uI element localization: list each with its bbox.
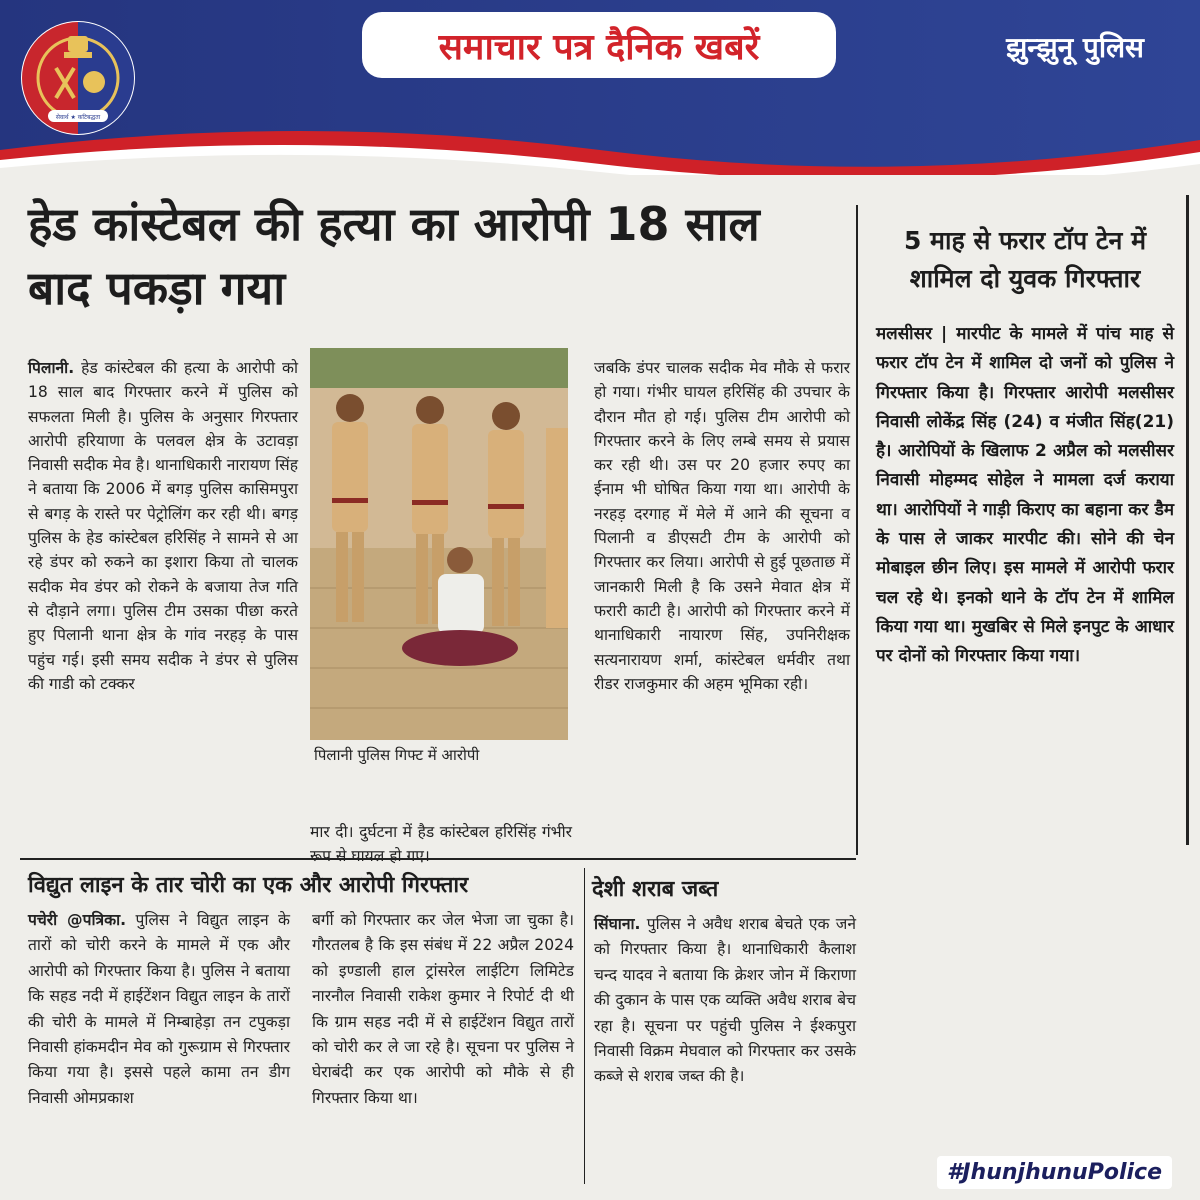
main-col1-text: हेड कांस्टेबल की हत्या के आरोपी को 18 साल बाद गिरफ्तार करने में पुलिस को सफलता मिली है। पुलिस के अनुसार गिरफ्तार आरोपी हरियाणा के पलवल क्षेत्र के उटावड़ा निवासी सदीक मेव है। थानाधिकारी नारायण सिंह ने बताया कि 2006 में बगड़ पुलिस कासिमपुरा से बगड़ के रास्ते पर पेट्रोलिंग कर रही थी। बगड़ पुलिस के हेड कांस्टेबल हरिसिंह ने सामने से आ रहे डंपर को रुकने का इशारा किया तो चालक सदीक मेव डंपर को रोकने के बजाया तेज गति से दौड़ाने लगा। पुलिस टीम उसका पीछा करते हुए पिलानी थाना क्षेत्र के गांव नरहड़ के पास पहुंच गई। इसी समय सदीक ने डंपर से पुलिस की गाडी को टक्कर <box>28 359 299 693</box>
liquor-dateline: सिंघाना. <box>594 915 641 933</box>
side-body-text: मारपीट के मामले में पांच माह से फरार टॉप टेन में शामिल दो जनों को पुलिस ने गिरफ्तार किया है। गिरफ्तार आरोपी मलसीसर निवासी लोकेंद्र सिंह (24) व मंजीत सिंह(21) है। आरोपियों के खिलाफ 2 अप्रैल को मलसीसर निवासी मोहम्मद सोहेल ने मामला दर्ज कराया था। आरोपियों ने गाड़ी किराए का बहाना कर डैम के पास ले जाकर मारपीट की। सोने की चेन मोबाइल छीन लिए। इस मामले में आरोपी फरार चल रहे थे। इनको थाने के टॉप टेन में शामिल किया गया था। मुखबिर से मिले इनपुट के आधार पर दोनों को गिरफ्तार किया गया। <box>876 324 1174 667</box>
side-headline: 5 माह से फरार टॉप टेन में शामिल दो युवक गिरफ्तार <box>903 226 1147 293</box>
column-divider <box>856 205 858 855</box>
news-photo <box>310 348 568 740</box>
liquor-story-body <box>594 912 856 1090</box>
wire-headline: विद्युत लाइन के तार चोरी का एक और आरोपी गिरफ्तार <box>28 873 469 898</box>
title-pill <box>362 12 836 78</box>
wire-story-col1 <box>28 908 290 1111</box>
logo-motto: सेवार्थ ★ कटिबद्धता <box>55 114 101 121</box>
wire-col2-text: बर्गी को गिरफ्तार कर जेल भेजा जा चुका है। गौरतलब है कि इस संबंध में 22 अप्रैल 2024 को इण्डाली हाल ट्रांसरेल लाईटिग लिमिटेड नारनौल निवासी राकेश कुमार ने रिपोर्ट दी थी कि ग्राम सहड नदी में से हाईटेंशन विद्युत तारों को चोरी कर ले जा रहे है। सूचना पर पुलिस ने घेराबंदी कर एक आरोपी को मौके से ही गिरफ्तार किया था। <box>312 911 574 1107</box>
main-headline: हेड कांस्टेबल की हत्या का आरोपी 18 साल बाद पकड़ा गया <box>28 197 760 315</box>
wire-story-col2 <box>312 908 574 1111</box>
side-story-body <box>876 320 1174 672</box>
main-dateline: पिलानी. <box>28 359 75 377</box>
main-story-col1 <box>28 356 298 696</box>
main-story-col2-tail <box>310 820 572 869</box>
header-banner <box>0 0 1200 175</box>
wire-dateline: पचेरी @पत्रिका. <box>28 911 127 929</box>
main-story-col3 <box>594 356 850 696</box>
liquor-body-text: पुलिस ने अवैध शराब बेचते एक जने को गिरफ्तार किया है। थानाधिकारी कैलाश चन्द यादव ने बताया कि क्रेशर जोन में किराणा की दुकान के पास एक व्यक्ति अवैध शराब बेच रहा है। सूचना पर पहुंची पुलिस ने ईश्कपुरा निवासी विक्रम मेघवाल को गिरफ्तार कर उसके कब्जे से शराब जब्त की है। <box>594 915 856 1086</box>
wire-col1-text: पुलिस ने विद्युत लाइन के तारों को चोरी करने के मामले में एक और आरोपी को गिरफ्तार किया है। पुलिस ने बताया कि सहड नदी में हाईटेंशन विद्युत लाइन के तारों की चोरी के मामले में निम्बाहेड़ा तन टपुकड़ा निवासी हांकमदीन मेव को गुरूग्राम से गिरफ्तार किया गया है। इससे पहले कामा तन डीग निवासी ओमप्रकाश <box>28 911 290 1107</box>
page-title: समाचार पत्र दैनिक खबरें <box>438 26 760 68</box>
column-divider <box>1186 195 1189 845</box>
photo-caption: पिलानी पुलिस गिफ्ट में आरोपी <box>310 742 568 768</box>
brand-label: झुन्झुनू पुलिस <box>1006 31 1144 64</box>
main-col3-text: जबकि डंपर चालक सदीक मेव मौके से फरार हो गया। गंभीर घायल हरिसिंह की उपचार के दौरान मौत हो गई। पुलिस टीम आरोपी को गिरफ्तार करने के लिए लम्बे समय से प्रयास कर रही थी। उस पर 20 हजार रुपए का ईनाम भी घोषित किया गया था। आरोपी के नरहड़ दरगाह में मेले में आने की सूचना व पिलानी व डीएसटी टीम के आरोपी को गिरफ्तार कर लिया। आरोपी से हुई पूछताछ में जानकारी मिली है कि उसने मेवात क्षेत्र में फरारी काटी है। आरोपी को गिरफ्तार करने में थानाधिकारी नायारण सिंह, उपनिरीक्षक सत्यनारायण शर्मा, कांस्टेबल धर्मवीर तथा रीडर राजकुमार की अहम भूमिका रही। <box>594 359 850 693</box>
main-col2-text: मार दी। दुर्घटना में हैड कांस्टेबल हरिसिंह गंभीर रूप से घायल हो गए। <box>310 823 572 866</box>
police-emblem-logo <box>18 18 138 138</box>
liquor-headline: देशी शराब जब्त <box>592 877 719 902</box>
side-dateline: मलसीसर | <box>876 324 948 344</box>
column-divider <box>584 868 585 1184</box>
hashtag-label: #JhunjhunuPolice <box>937 1156 1172 1189</box>
